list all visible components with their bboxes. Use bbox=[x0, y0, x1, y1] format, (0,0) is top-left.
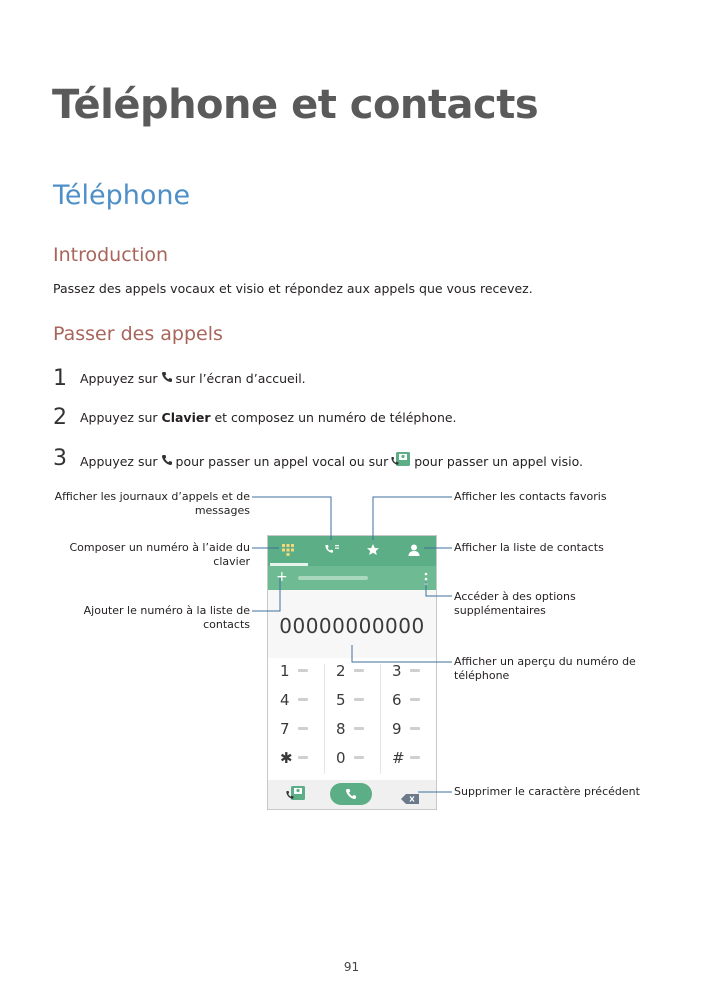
key-digit: 2 bbox=[336, 662, 346, 680]
dialed-number[interactable]: 00000000000 bbox=[279, 614, 425, 638]
leader-add-contact bbox=[252, 578, 280, 611]
calls-heading: Passer des appels bbox=[53, 323, 223, 345]
leader-journals bbox=[252, 497, 331, 540]
callout-delete: Supprimer le caractère précédent bbox=[454, 785, 640, 798]
step-text-after: pour passer un appel visio. bbox=[414, 454, 583, 469]
key-digit: 3 bbox=[392, 662, 402, 680]
key-digit: 4 bbox=[280, 691, 290, 709]
step-text-middle: pour passer un appel vocal ou sur bbox=[175, 454, 389, 469]
callout-preview: Afficher un aperçu du numéro de téléphone bbox=[454, 655, 636, 682]
key-digit: 5 bbox=[336, 691, 346, 709]
key-digit: 9 bbox=[392, 720, 402, 738]
step-text-before: Appuyez sur bbox=[80, 454, 158, 469]
step-text-bold: Clavier bbox=[161, 410, 211, 425]
step-number: 2 bbox=[53, 405, 67, 430]
key-digit: 6 bbox=[392, 691, 402, 709]
key-digit: 7 bbox=[280, 720, 290, 738]
callout-options: Accéder à des options supplémentaires bbox=[454, 590, 576, 617]
step-number: 3 bbox=[53, 446, 67, 471]
callout-add-contact: Ajouter le numéro à la liste de contacts bbox=[83, 604, 250, 631]
add-contact-icon[interactable]: + bbox=[276, 569, 288, 585]
step-text-before: Appuyez sur bbox=[80, 371, 158, 386]
key-digit: ✱ bbox=[280, 749, 293, 767]
page-number: 91 bbox=[343, 960, 360, 974]
step-number: 1 bbox=[53, 366, 67, 391]
chapter-title: Téléphone et contacts bbox=[52, 82, 539, 128]
step-text-after: et composez un numéro de téléphone. bbox=[214, 410, 457, 425]
key-digit: 8 bbox=[336, 720, 346, 738]
callout-favorites: Afficher les contacts favoris bbox=[454, 490, 607, 503]
key-digit: 0 bbox=[336, 749, 346, 767]
step-text-after: sur l’écran d’accueil. bbox=[175, 371, 306, 386]
leader-preview bbox=[352, 645, 452, 662]
callout-contacts: Afficher la liste de contacts bbox=[454, 541, 604, 554]
callout-journals: Afficher les journaux d’appels et de messages bbox=[54, 490, 250, 517]
step-text-before: Appuyez sur bbox=[80, 410, 158, 425]
leader-favorites bbox=[373, 497, 452, 540]
intro-heading: Introduction bbox=[53, 244, 169, 266]
key-digit: # bbox=[392, 749, 405, 767]
callout-dialpad: Composer un numéro à l’aide du clavier bbox=[69, 541, 250, 568]
key-digit: 1 bbox=[280, 662, 290, 680]
leader-options bbox=[426, 582, 452, 596]
section-title: Téléphone bbox=[53, 180, 191, 211]
intro-text: Passez des appels vocaux et visio et répondez aux appels que vous recevez. bbox=[53, 281, 533, 296]
